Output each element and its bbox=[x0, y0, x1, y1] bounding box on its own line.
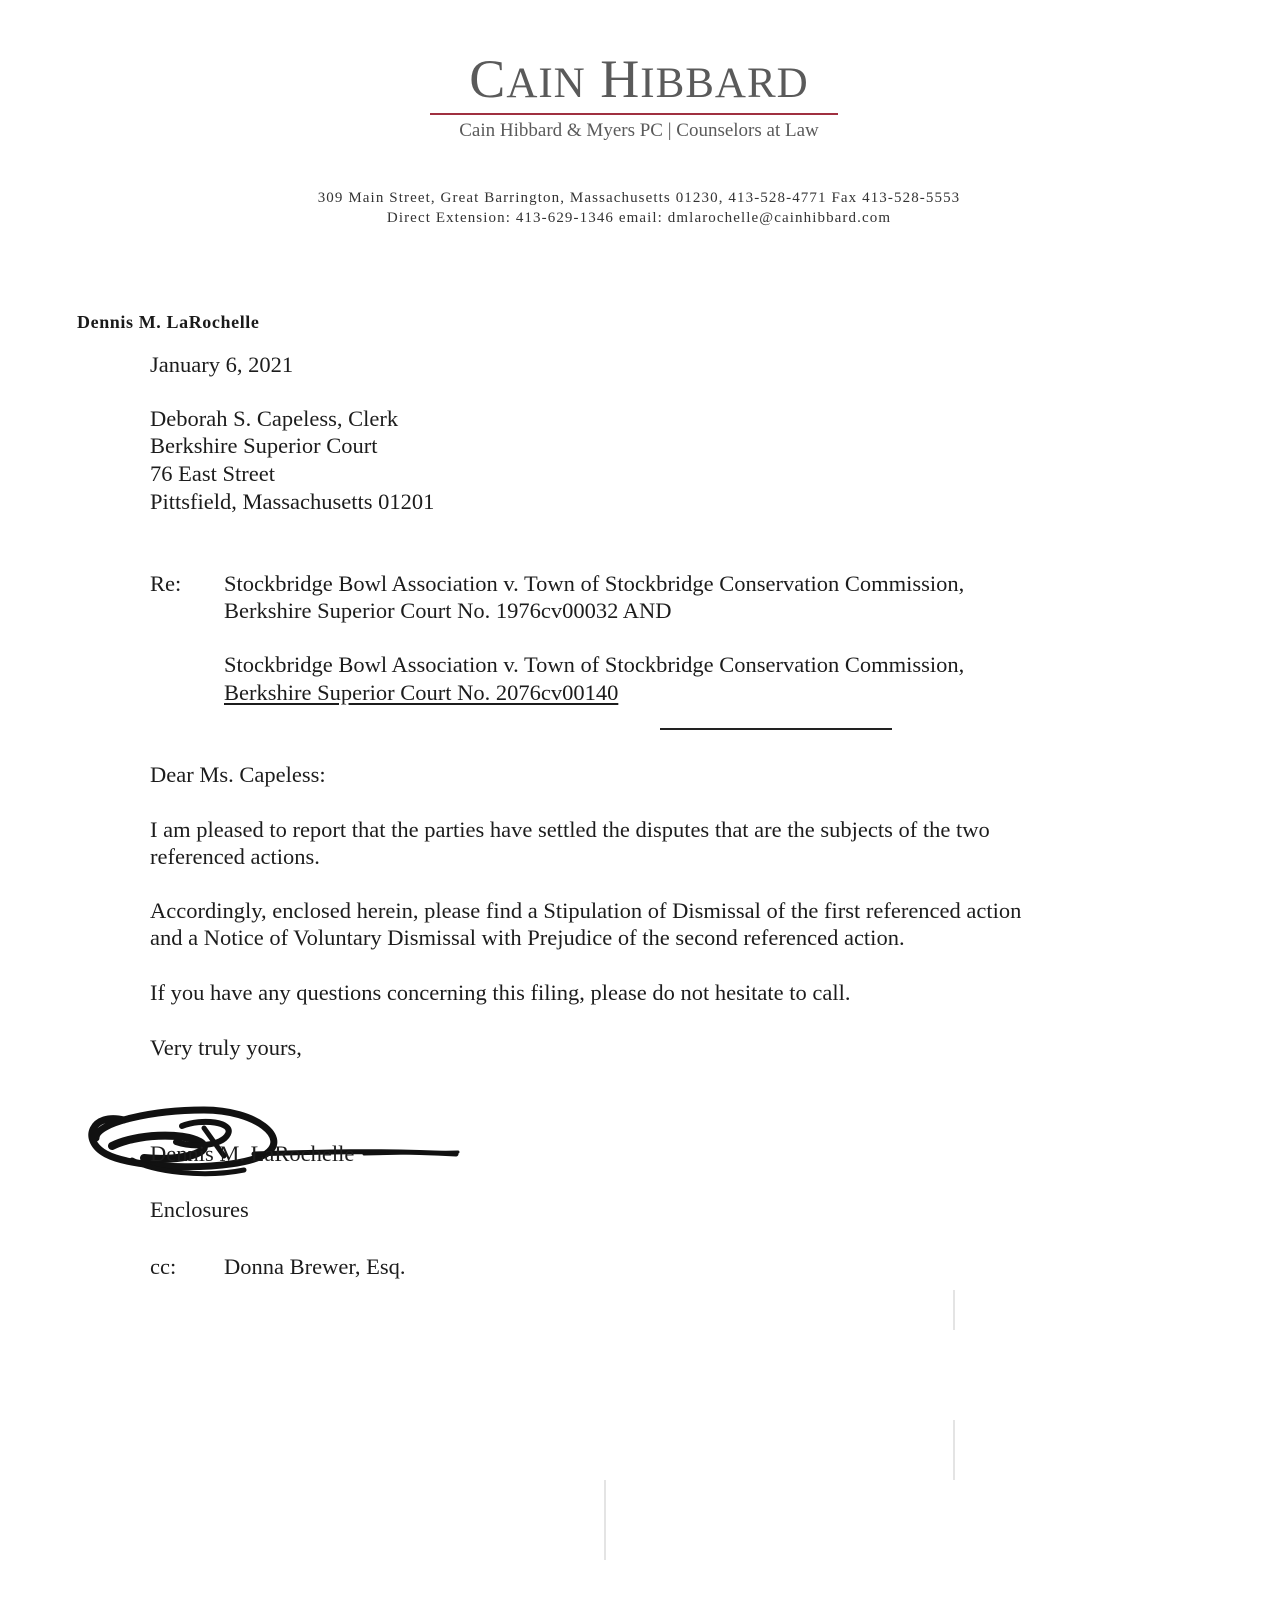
logo-underline bbox=[430, 113, 838, 115]
case1-title: Stockbridge Bowl Association v. Town of Stockbridge Conservation Commission, bbox=[224, 571, 965, 596]
letter-date: January 6, 2021 bbox=[150, 352, 294, 377]
paragraph-1-line-2: referenced actions. bbox=[150, 844, 320, 869]
sender-name: Dennis M. LaRochelle bbox=[77, 312, 260, 332]
salutation: Dear Ms. Capeless: bbox=[150, 762, 326, 787]
case2-number: Berkshire Superior Court No. 2076cv00140 bbox=[224, 680, 619, 705]
recipient-court: Berkshire Superior Court bbox=[150, 433, 378, 458]
paragraph-1-line-1: I am pleased to report that the parties have settled the disputes that are the subjects of the two bbox=[150, 817, 990, 842]
cc-label: cc: bbox=[150, 1254, 177, 1279]
firm-logo: CAIN HIBBARD bbox=[469, 49, 809, 109]
case2-title: Stockbridge Bowl Association v. Town of Stockbridge Conservation Commission, bbox=[224, 652, 965, 677]
case1-number: Berkshire Superior Court No. 1976cv00032 AND bbox=[224, 598, 672, 623]
logo-letter-h: H bbox=[600, 49, 641, 109]
re-underline bbox=[660, 728, 892, 730]
recipient-street: 76 East Street bbox=[150, 461, 275, 486]
signature-name: Dennis M. LaRochelle bbox=[150, 1141, 355, 1166]
logo-letter-c: C bbox=[469, 49, 507, 109]
re-label: Re: bbox=[150, 571, 182, 596]
recipient-name: Deborah S. Capeless, Clerk bbox=[150, 406, 399, 431]
paragraph-3: If you have any questions concerning this filing, please do not hesitate to call. bbox=[150, 980, 851, 1005]
direct-contact: Direct Extension: 413-629-1346 email: dmlarochelle@cainhibbard.com bbox=[386, 210, 892, 226]
scan-artifact bbox=[604, 1480, 606, 1560]
paragraph-2-line-2: and a Notice of Voluntary Dismissal with Prejudice of the second referenced action. bbox=[150, 925, 905, 950]
firm-tagline: Cain Hibbard & Myers PC | Counselors at Law bbox=[459, 120, 819, 141]
cc-name: Donna Brewer, Esq. bbox=[224, 1254, 406, 1279]
paragraph-2-line-1: Accordingly, enclosed herein, please find a Stipulation of Dismissal of the first referenced action bbox=[150, 898, 1022, 923]
scan-artifact bbox=[953, 1290, 955, 1330]
recipient-city: Pittsfield, Massachusetts 01201 bbox=[150, 489, 435, 514]
enclosures-note: Enclosures bbox=[150, 1197, 249, 1222]
closing: Very truly yours, bbox=[150, 1035, 302, 1060]
scan-artifact bbox=[953, 1420, 955, 1480]
firm-address: 309 Main Street, Great Barrington, Massachusetts 01230, 413-528-4771 Fax 413-528-5553 bbox=[317, 190, 961, 206]
